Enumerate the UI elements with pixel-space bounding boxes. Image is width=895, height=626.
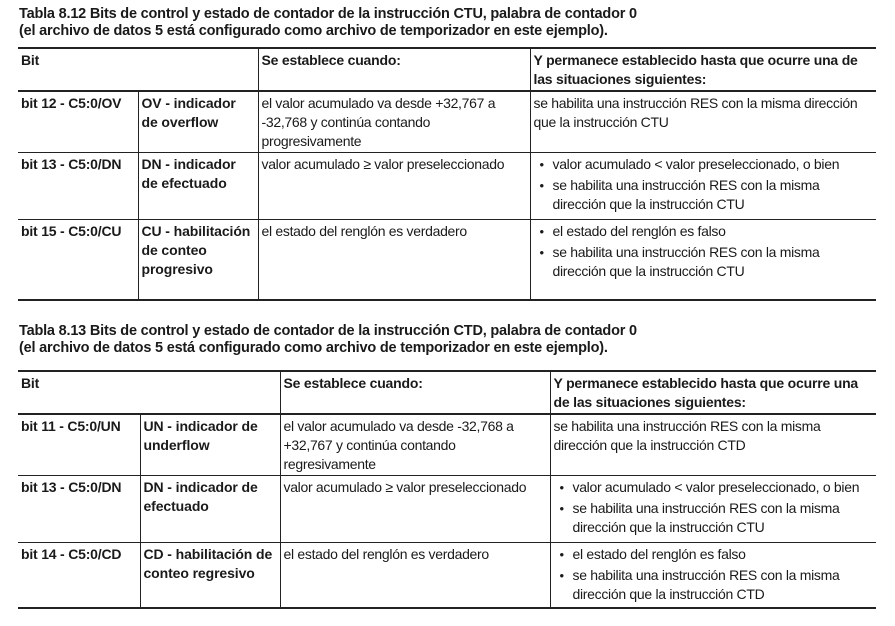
remains-cell: se habilita una instrucción RES con la misma dirección que la instrucción CTD [550,414,876,476]
bullet-list [554,545,874,604]
remains-cell [550,476,876,543]
bit-cell: bit 11 - C5:0/UN [18,414,140,476]
header-bit: Bit [18,371,280,414]
remains-cell: se habilita una instrucción RES con la misma dirección que la instrucción CTU [530,91,876,153]
list-item: • se habilita una instrucción RES con la misma dirección que la instrucción CTU [554,499,874,537]
remains-cell [550,543,876,609]
remains-cell [530,220,876,301]
table-header-row [18,371,876,414]
bullet-list [534,155,874,214]
bit-cell: bit 13 - C5:0/DN [18,153,138,220]
indicator-name: OV - indicador de overflow [138,91,258,153]
table-8-12 [18,47,876,301]
table-row [18,543,876,609]
indicator-name: UN - indicador de underflow [140,414,280,476]
header-set-when: Se establece cuando: [258,48,530,91]
bullet-list [534,222,874,281]
bit-cell: bit 12 - C5:0/OV [18,91,138,153]
table-row [18,91,876,153]
table-header-row [18,48,876,91]
header-remains: Y permanece establecido hasta que ocurre una de las situaciones siguientes: [550,371,876,414]
indicator-name: DN - indicador de efectuado [138,153,258,220]
list-item: • se habilita una instrucción RES con la misma dirección que la instrucción CTU [534,176,874,214]
table-row [18,220,876,301]
list-item: • valor acumulado < valor preseleccionado, o bien [554,478,874,497]
list-item: • el estado del renglón es falso [534,222,874,241]
table-8-13-section [18,323,876,609]
table-8-12-section [18,6,876,301]
bullet-list [554,478,874,537]
table-row [18,153,876,220]
table-row [18,414,876,476]
header-set-when: Se establece cuando: [280,371,550,414]
set-when-cell: el estado del renglón es verdadero [280,543,550,609]
set-when-cell: el valor acumulado va desde +32,767 a -32,768 y continúa contando progresivamente [258,91,530,153]
indicator-name: CU - habilitación de conteo progresivo [138,220,258,301]
table-8-13-caption: Tabla 8.13 Bits de control y estado de contador de la instrucción CTD, palabra de contador 0 (el archivo de datos 5 está configurado como archivo de temporizador en este ejemplo). [19,323,637,356]
set-when-cell: el valor acumulado va desde -32,768 a +32,767 y continúa contando regresivamente [280,414,550,476]
table-8-13 [18,370,876,609]
set-when-cell: el estado del renglón es verdadero [258,220,530,301]
set-when-cell: valor acumulado ≥ valor preseleccionado [280,476,550,543]
indicator-name: CD - habilitación de conteo regresivo [140,543,280,609]
header-remains: Y permanece establecido hasta que ocurre una de las situaciones siguientes: [530,48,876,91]
list-item: • se habilita una instrucción RES con la misma dirección que la instrucción CTU [534,243,874,281]
bit-cell: bit 14 - C5:0/CD [18,543,140,609]
set-when-cell: valor acumulado ≥ valor preseleccionado [258,153,530,220]
list-item: • valor acumulado < valor preseleccionado, o bien [534,155,874,174]
remains-cell [530,153,876,220]
list-item: • el estado del renglón es falso [554,545,874,564]
table-8-12-caption: Tabla 8.12 Bits de control y estado de contador de la instrucción CTU, palabra de contador 0 (el archivo de datos 5 está configurado como archivo de temporizador en este ejemplo). [19,6,637,39]
list-item: • se habilita una instrucción RES con la misma dirección que la instrucción CTD [554,566,874,604]
header-bit: Bit [18,48,258,91]
bit-cell: bit 15 - C5:0/CU [18,220,138,301]
bit-cell: bit 13 - C5:0/DN [18,476,140,543]
table-row [18,476,876,543]
indicator-name: DN - indicador de efectuado [140,476,280,543]
